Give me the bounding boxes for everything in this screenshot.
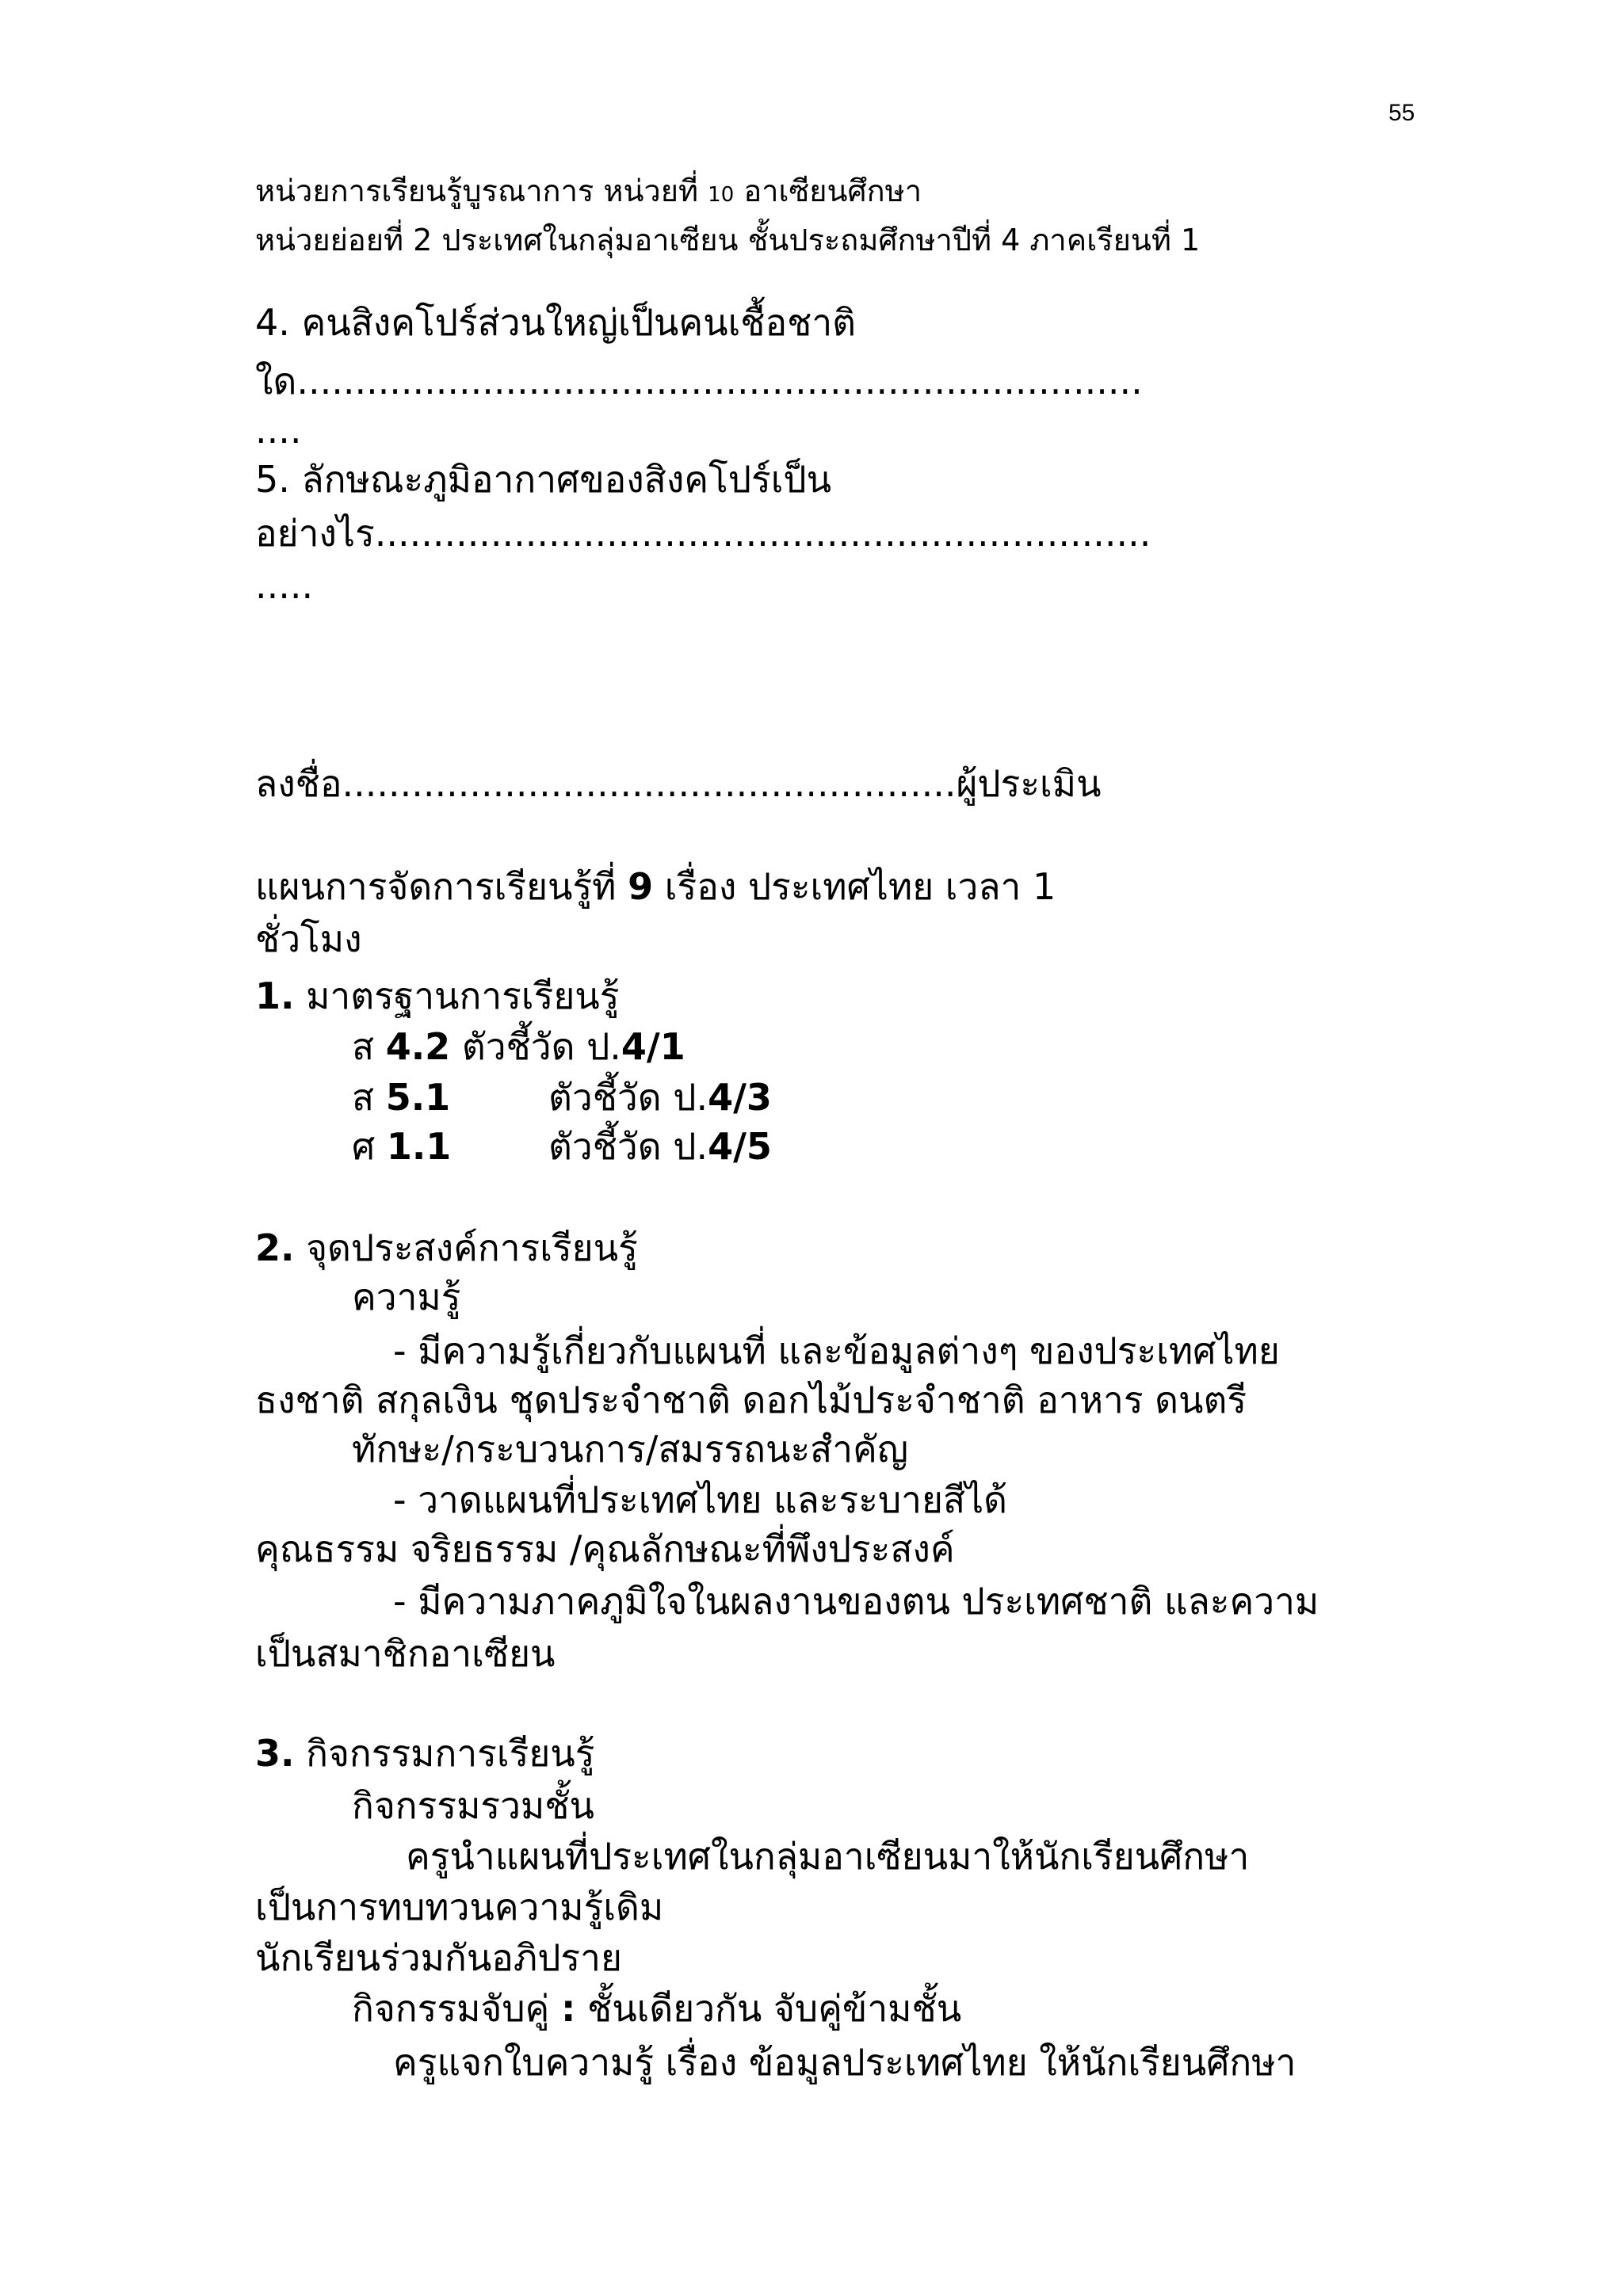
section-2-heading <box>255 1226 638 1269</box>
pair-activity-label <box>352 1987 962 2030</box>
knowledge-label: ความรู้ <box>352 1276 461 1318</box>
standard-indicator: ตัวชี้วัด ป. <box>548 1076 708 1119</box>
standard-indicator-code: 4/3 <box>708 1076 772 1119</box>
pair-activity-colon: : <box>560 1987 576 2030</box>
skills-item-line1: - วาดแผนที่ประเทศไทย และระบายสีได้ <box>393 1478 1008 1521</box>
standard-indicator: ตัวชี้วัด ป. <box>450 1025 621 1068</box>
unit-header-line1 <box>255 176 922 206</box>
page-number: 55 <box>1388 100 1415 126</box>
question-4-answer-line: ใด......................................................................... <box>255 360 1143 402</box>
pair-activity-title: กิจกรรมจับคู่ <box>352 1987 561 2030</box>
question-4-answer-continuation: .... <box>255 409 302 452</box>
class-activity-line1: ครูนำแผนที่ประเทศในกลุ่มอาเซียนมาให้นักเรียนศึกษา <box>406 1835 1250 1878</box>
unit-title: อาเซียนศึกษา <box>734 174 922 208</box>
morals-label: คุณธรรม จริยธรรม /คุณลักษณะที่พึงประสงค์ <box>255 1527 955 1570</box>
standard-prefix: ส <box>352 1025 386 1068</box>
plan-title <box>255 865 1056 908</box>
standard-indicator-code: 4/1 <box>621 1025 685 1068</box>
class-activity-label: กิจกรรมรวมชั้น <box>352 1784 594 1827</box>
plan-topic: เรื่อง ประเทศไทย เวลา 1 <box>653 865 1056 908</box>
class-activity-line3: นักเรียนร่วมกันอภิปราย <box>255 1936 622 1979</box>
standard-indicator-code: 4/5 <box>708 1125 772 1168</box>
skills-label: ทักษะ/กระบวนการ/สมรรถนะสำคัญ <box>352 1428 909 1470</box>
plan-number: 9 <box>628 865 654 908</box>
question-4-text: 4. คนสิงคโปร์ส่วนใหญ่เป็นคนเชื้อชาติ <box>255 301 857 344</box>
unit-header-line2: หน่วยย่อยที่ 2 ประเทศในกลุ่มอาเซียน ชั้นประถมศึกษาปีที่ 4 ภาคเรียนที่ 1 <box>255 223 1201 257</box>
standard-item <box>352 1125 772 1168</box>
section-1-number: 1. <box>255 974 295 1017</box>
standard-prefix: ศ <box>352 1125 387 1168</box>
plan-title-continuation: ชั่วโมง <box>255 917 362 960</box>
section-1-heading <box>255 974 620 1017</box>
standard-indicator: ตัวชี้วัด ป. <box>548 1125 708 1168</box>
unit-number: 10 <box>708 183 735 207</box>
class-activity-line2: เป็นการทบทวนความรู้เดิม <box>255 1886 664 1928</box>
section-3-title: กิจกรรมการเรียนรู้ <box>294 1732 595 1775</box>
question-5-text: 5. ลักษณะภูมิอากาศของสิงคโปร์เป็น <box>255 458 832 501</box>
standard-code: 4.2 <box>385 1025 451 1068</box>
standard-code-group <box>352 1076 548 1119</box>
standard-item <box>352 1025 685 1068</box>
knowledge-item-line2: ธงชาติ สกุลเงิน ชุดประจำชาติ ดอกไม้ประจำชาติ อาหาร ดนตรี <box>255 1379 1247 1421</box>
standard-prefix: ส <box>352 1076 386 1119</box>
standard-code: 5.1 <box>385 1076 451 1119</box>
morals-item-line1: - มีความภาคภูมิใจในผลงานของตน ประเทศชาติ และความ <box>393 1580 1319 1623</box>
section-2-title: จุดประสงค์การเรียนรู้ <box>294 1226 638 1269</box>
section-1-title: มาตรฐานการเรียนรู้ <box>294 974 620 1017</box>
pair-activity-line1: ครูแจกใบความรู้ เรื่อง ข้อมูลประเทศไทย ให้นักเรียนศึกษา <box>393 2041 1296 2084</box>
signature-line: ลงชื่อ.....................................................ผู้ประเมิน <box>255 762 1102 805</box>
unit-header-text: หน่วยการเรียนรู้บูรณาการ หน่วยที่ <box>255 174 708 208</box>
question-5-answer-continuation: ..... <box>255 564 314 607</box>
question-5-answer-line: อย่างไร................................................................... <box>255 512 1151 555</box>
section-3-heading <box>255 1732 595 1775</box>
plan-title-text: แผนการจัดการเรียนรู้ที่ <box>255 865 628 908</box>
section-2-number: 2. <box>255 1226 295 1269</box>
standard-item <box>352 1076 772 1119</box>
knowledge-item-line1: - มีความรู้เกี่ยวกับแผนที่ และข้อมูลต่างๆ ของประเทศไทย <box>393 1329 1280 1372</box>
standard-code: 1.1 <box>386 1125 452 1168</box>
morals-item-line2: เป็นสมาชิกอาเซียน <box>255 1632 556 1675</box>
pair-activity-detail: ชั้นเดียวกัน จับคู่ข้ามชั้น <box>575 1987 962 2030</box>
section-3-number: 3. <box>255 1732 295 1775</box>
standard-code-group <box>352 1125 548 1168</box>
